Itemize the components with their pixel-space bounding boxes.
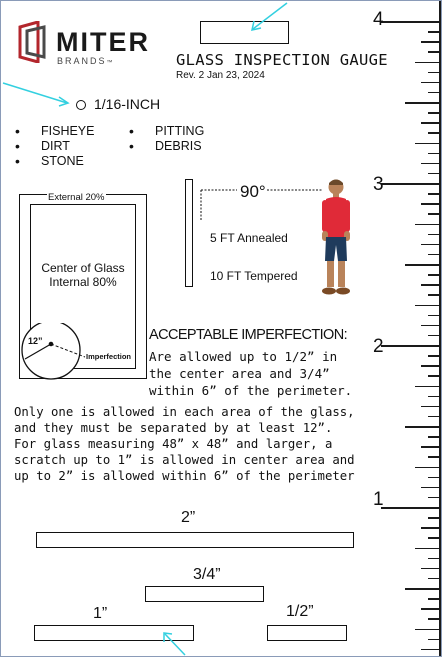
ruler-tick (405, 264, 441, 266)
acceptable-line-1: Are allowed up to 1/2” in (149, 349, 338, 364)
ruler-tick (421, 203, 441, 205)
acceptable-line-2: the center area and 3/4” (149, 366, 330, 381)
ruler-label-4: 4 (373, 9, 384, 30)
ruler-tick (415, 467, 441, 469)
ruler-tick (428, 436, 441, 438)
ruler-tick (428, 193, 441, 195)
ruler-tick (428, 294, 441, 296)
ruler-tick (428, 335, 441, 337)
gauge-half-in-label: 1/2” (286, 603, 314, 620)
revision-text: Rev. 2 Jan 23, 2024 (176, 70, 265, 81)
external-label: External 20% (48, 192, 105, 203)
defect-dirt: • DIRT (41, 139, 70, 153)
ruler-tick (421, 487, 441, 489)
gauge-2in-bar (36, 532, 354, 548)
ruler-tick (428, 639, 441, 641)
ruler-tick (428, 31, 441, 33)
ruler-tick (428, 355, 441, 357)
annealed-label: 5 FT Annealed (210, 231, 288, 245)
ruler-tick (428, 375, 441, 377)
ruler-tick (428, 254, 441, 256)
ruler-tick (428, 497, 441, 499)
scratch-size-label: 1/16-INCH (94, 96, 161, 112)
ruler-tick (421, 41, 441, 43)
rule-line-3: For glass measuring 48” x 48” and larger, a (14, 437, 333, 451)
ruler-tick (421, 244, 441, 246)
ruler-tick (405, 102, 441, 104)
ruler-tick (415, 386, 441, 388)
ruler-tick (428, 517, 441, 519)
annotation-arrow-left (1, 79, 76, 109)
ruler-tick (421, 527, 441, 529)
ruler-tick (381, 183, 441, 185)
scratch-circle-icon (76, 100, 86, 110)
ruler-tick (415, 62, 441, 64)
ruler-tick (428, 72, 441, 74)
ruler-tick (428, 234, 441, 236)
brand-tm: ™ (106, 60, 115, 66)
rule-line-5: up to 2” is allowed within 6” of the perimeter (14, 469, 355, 483)
annotation-arrow-top (241, 1, 291, 36)
ruler-tick (428, 213, 441, 215)
ruler-tick (428, 558, 441, 560)
ruler-tick (428, 315, 441, 317)
ruler-tick (421, 649, 441, 651)
ruler-tick (421, 446, 441, 448)
ruler-tick (415, 305, 441, 307)
ruler-tick (428, 274, 441, 276)
annotation-arrow-bottom (159, 629, 189, 657)
defect-debris: • DEBRIS (155, 139, 202, 153)
ruler-tick (421, 284, 441, 286)
ruler-tick (381, 21, 441, 23)
ruler-tick (421, 122, 441, 124)
ruler-tick (421, 163, 441, 165)
page-title: GLASS INSPECTION GAUGE (176, 51, 388, 69)
ruler-tick (415, 548, 441, 550)
brand-sub (57, 56, 115, 66)
acceptable-line-3: within 6” of the perimeter. (149, 383, 353, 398)
rule-line-4: scratch up to 1” is allowed in center area and (14, 453, 355, 467)
ruler-tick (428, 537, 441, 539)
center-label-2: Internal 80% (49, 275, 117, 289)
imperfection-label: Imperfection (86, 352, 132, 361)
brand-name: MITER (56, 27, 150, 57)
gauge-2in-label: 2” (181, 509, 196, 526)
ruler-tick (428, 51, 441, 53)
glass-side-bar (185, 179, 193, 287)
ruler-tick (421, 325, 441, 327)
ruler-tick (421, 406, 441, 408)
ruler-tick (428, 598, 441, 600)
ruler-tick (405, 426, 441, 428)
ruler-tick (415, 629, 441, 631)
ruler-tick (428, 416, 441, 418)
ruler-label-3: 3 (373, 174, 384, 195)
ruler-tick (415, 143, 441, 145)
ruler-tick (428, 456, 441, 458)
ruler-tick (428, 578, 441, 580)
brand-sub-text: BRANDS (57, 56, 107, 66)
ruler-tick (428, 132, 441, 134)
ruler-tick (421, 568, 441, 570)
acceptable-heading: ACCEPTABLE IMPERFECTION: (149, 327, 348, 343)
ruler-label-1: 1 (373, 489, 384, 510)
defect-fisheye: • FISHEYE (41, 124, 95, 138)
center-label-1: Center of Glass (41, 261, 125, 275)
ruler-tick (381, 345, 441, 347)
ruler-tick (428, 477, 441, 479)
ruler-tick (428, 92, 441, 94)
ruler-tick (428, 153, 441, 155)
ruler-tick (428, 396, 441, 398)
ruler-label-2: 2 (373, 336, 384, 357)
ruler-tick (415, 224, 441, 226)
ruler-tick (428, 618, 441, 620)
miter-logo-icon (18, 21, 50, 63)
defect-pitting: • PITTING (155, 124, 204, 138)
gauge-3-4in-bar (145, 586, 264, 602)
tempered-label: 10 FT Tempered (210, 269, 298, 283)
viewing-angle-label: 90° (240, 182, 266, 201)
rule-line-2: and they must be separated by at least 12”. (14, 421, 333, 435)
defect-stone: • STONE (41, 154, 84, 168)
gauge-3-4in-label: 3/4” (193, 566, 221, 583)
ruler-tick (428, 173, 441, 175)
gauge-half-in-bar (267, 625, 347, 641)
circle-12in-label: 12” (28, 336, 43, 346)
ruler (369, 1, 441, 656)
ruler-tick (405, 588, 441, 590)
ruler-tick (381, 507, 441, 509)
ruler-tick (428, 112, 441, 114)
gauge-1in-label: 1” (93, 605, 108, 622)
ruler-tick (421, 82, 441, 84)
person-icon (316, 177, 356, 299)
ruler-tick (421, 365, 441, 367)
rule-line-1: Only one is allowed in each area of the glass, (14, 405, 355, 419)
ruler-tick (421, 608, 441, 610)
